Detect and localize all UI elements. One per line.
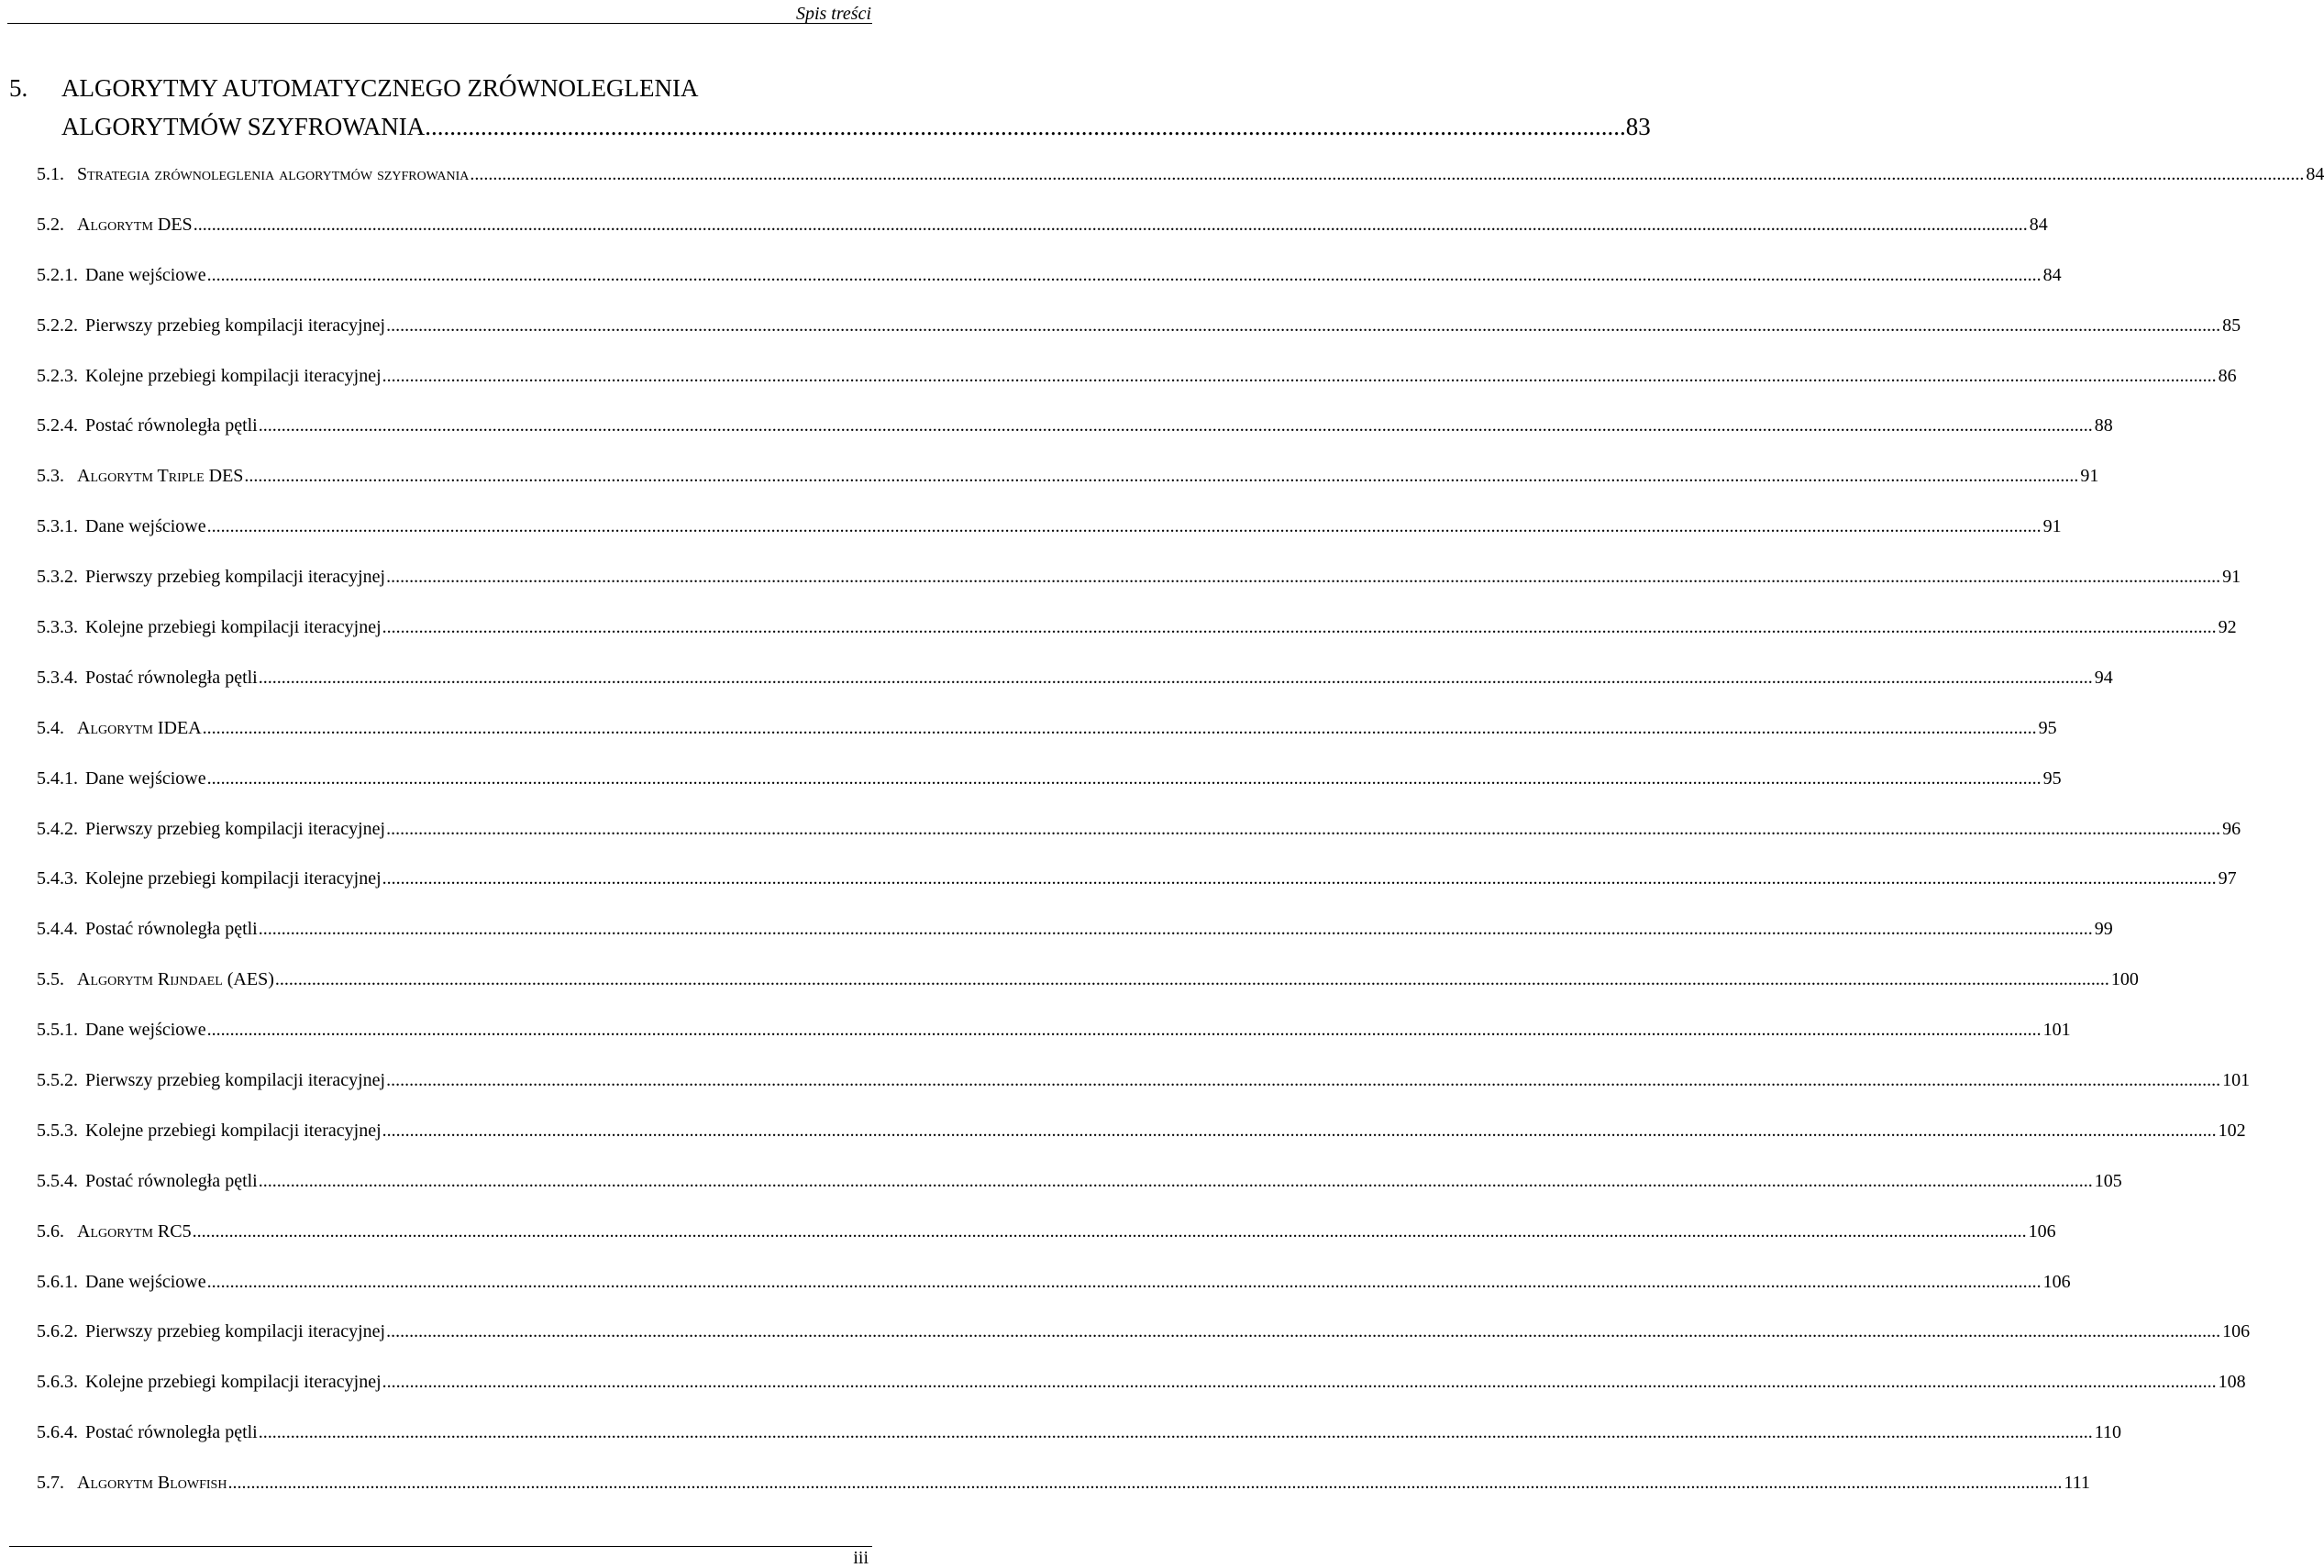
- toc-entry-page: 99: [2094, 919, 2113, 940]
- toc-entry[interactable]: [37, 513, 2062, 564]
- toc-entry-page: 106: [2222, 1321, 2251, 1342]
- dot-leader: ................................................................................................................................................................................................................................................................................................................................................................................................................: [258, 1170, 2093, 1191]
- toc-entry-title: Pierwszy przebieg kompilacji iteracyjnej: [85, 1070, 386, 1091]
- toc-entry[interactable]: [37, 1118, 2246, 1168]
- chapter-title-line2: ALGORYTMÓW SZYFROWANIA: [61, 113, 426, 140]
- toc-entry-page: 86: [2218, 365, 2237, 386]
- toc-entry-page: 110: [2094, 1422, 2121, 1443]
- dot-leader: ................................................................................................................................................................................................................................................................................................................................................................................................................: [206, 264, 2042, 285]
- toc-entry[interactable]: [37, 212, 2048, 262]
- toc-entry[interactable]: [37, 916, 2113, 966]
- toc-entry-title: Postać równoległa pętli: [85, 667, 258, 688]
- dot-leader: ................................................................................................................................................................................................................................................................................................................................................................................................................: [470, 164, 2305, 184]
- toc-entry-title: Algorytm Triple DES: [77, 466, 244, 487]
- dot-leader: ................................................................................................................................................................................................................................................................................................................................................................................................................: [206, 767, 2042, 789]
- toc-entry[interactable]: [37, 1419, 2121, 1470]
- toc-entry-title: Dane wejściowe: [85, 1271, 206, 1292]
- toc-entry[interactable]: [37, 1219, 2056, 1269]
- dot-leader: ................................................................................................................................................................................................................................................................................................................................................................................................................: [227, 1473, 2063, 1494]
- toc-entry-title: Kolejne przebiegi kompilacji iteracyjnej: [85, 1372, 382, 1393]
- toc-entry-title: Postać równoległa pętli: [85, 415, 258, 436]
- dot-leader: ................................................................................................................................................................................................................................................................................................................................................................................................................: [206, 1271, 2042, 1292]
- chapter-number: 5.: [9, 74, 28, 102]
- toc-entry[interactable]: [37, 1168, 2122, 1219]
- toc-entry-title: Postać równoległa pętli: [85, 1170, 258, 1191]
- toc-entry[interactable]: [37, 816, 2241, 867]
- chapter-page-number: 83: [1625, 113, 1651, 140]
- toc-entry-title: Algorytm DES: [77, 214, 193, 235]
- toc-entry-number: 5.4.3.: [37, 868, 78, 889]
- toc-entry-title: Dane wejściowe: [85, 767, 206, 789]
- toc-entry-number: 5.5.4.: [37, 1170, 78, 1191]
- toc-entry-number: 5.5.2.: [37, 1070, 78, 1091]
- toc-entry-title: Algorytm RC5: [77, 1220, 192, 1242]
- dot-leader: ................................................................................................................................................................................................................................................................................................................................................................................................................: [202, 717, 2037, 738]
- running-header: Spis treści: [795, 4, 871, 24]
- dot-leader: ................................................................................................................................................................................................................................................................................................................................................................................................................: [386, 818, 2221, 839]
- toc-entry-number: 5.3.2.: [37, 567, 78, 588]
- toc-entry[interactable]: [37, 866, 2237, 916]
- toc-entry-number: 5.6.4.: [37, 1422, 78, 1443]
- toc-entry-number: 5.2.4.: [37, 415, 78, 436]
- toc-entry-page: 88: [2094, 415, 2113, 436]
- toc-entry-page: 94: [2094, 667, 2113, 688]
- toc-entry-number: 5.4.4.: [37, 919, 78, 940]
- toc-entry-number: 5.4.1.: [37, 767, 78, 789]
- toc-entry-number: 5.3.3.: [37, 617, 78, 638]
- dot-leader: ................................................................................................................................................................................................................................................................................................................................................................................................................: [386, 1070, 2221, 1091]
- toc-entry-title: Kolejne przebiegi kompilacji iteracyjnej: [85, 617, 382, 638]
- toc-entry-number: 5.4.2.: [37, 818, 78, 839]
- toc-entry-title: Pierwszy przebieg kompilacji iteracyjnej: [85, 315, 386, 336]
- toc-entry[interactable]: [37, 966, 2139, 1017]
- toc-entry-page: 84: [2306, 164, 2324, 184]
- dot-leader: ................................................................................................................................................................................................................................................................................................................................................................................................................: [258, 667, 2093, 688]
- toc-entry-page: 85: [2222, 315, 2241, 336]
- toc-entry-page: 84: [2029, 214, 2048, 235]
- toc-entry-page: 97: [2218, 868, 2237, 889]
- toc-entry-title: Dane wejściowe: [85, 264, 206, 285]
- toc-entry-page: 95: [2042, 767, 2062, 789]
- toc-entry-title: Algorytm IDEA: [77, 717, 202, 738]
- dot-leader: ................................................................................................................................................................................................................................................................................................................................................................................................................: [274, 969, 2109, 990]
- toc-entry[interactable]: [37, 1017, 2071, 1067]
- toc-entry-title: Strategia zrównoleglenia algorytmów szyfrowania: [77, 164, 470, 184]
- toc-entry-title: Kolejne przebiegi kompilacji iteracyjnej: [85, 868, 382, 889]
- toc-entry-page: 91: [2042, 516, 2062, 537]
- toc-entry[interactable]: [37, 161, 2324, 212]
- toc-entry-title: Dane wejściowe: [85, 516, 206, 537]
- toc-entry-number: 5.3.4.: [37, 667, 78, 688]
- dot-leader: ................................................................................................................................................................................................................................................................................................................................................................................................................: [382, 365, 2217, 386]
- toc-entry-page: 108: [2218, 1372, 2246, 1393]
- toc-entry-page: 84: [2042, 264, 2062, 285]
- toc-entry-number: 5.6.1.: [37, 1271, 78, 1292]
- toc-entry-number: 5.6.2.: [37, 1321, 78, 1342]
- toc-entry-number: 5.2.1.: [37, 264, 78, 285]
- toc-entry-page: 101: [2222, 1070, 2251, 1091]
- toc-entry-title: Pierwszy przebieg kompilacji iteracyjnej: [85, 818, 386, 839]
- toc-entry-number: 5.7.: [37, 1473, 64, 1494]
- toc-entry-number: 5.3.1.: [37, 516, 78, 537]
- footer-page-number: iii: [853, 1548, 869, 1568]
- toc-entry[interactable]: [37, 1319, 2251, 1369]
- toc-entry[interactable]: [37, 766, 2062, 816]
- toc-entry-page: 102: [2218, 1120, 2246, 1141]
- toc-entry[interactable]: [37, 1369, 2246, 1419]
- toc-entry-title: Kolejne przebiegi kompilacji iteracyjnej: [85, 365, 382, 386]
- toc-entry-number: 5.6.3.: [37, 1372, 78, 1393]
- toc-entry-title: Algorytm Blowfish: [77, 1473, 227, 1494]
- toc-entry[interactable]: [37, 262, 2062, 313]
- toc-entry-title: Dane wejściowe: [85, 1020, 206, 1041]
- dot-leader: ................................................................................................................................................................................................................................................................................................................................................................................................................: [258, 415, 2093, 436]
- toc-entry[interactable]: [37, 313, 2241, 363]
- toc-entry-number: 5.5.3.: [37, 1120, 78, 1141]
- toc-entry-page: 105: [2094, 1170, 2122, 1191]
- dot-leader: ................................................................................................................................................................................................................................................................................................................................................................................................................: [386, 1321, 2221, 1342]
- toc-entry-number: 5.5.: [37, 969, 64, 990]
- toc-entry-number: 5.2.: [37, 214, 64, 235]
- toc-entry-page: 101: [2042, 1020, 2071, 1041]
- toc-entry[interactable]: [37, 463, 2099, 513]
- dot-leader: ................................................................................................................................................................................................................................................................................................................................................................................................................: [382, 1372, 2217, 1393]
- toc-entry-page: 95: [2038, 717, 2057, 738]
- toc-entry-page: 92: [2218, 617, 2237, 638]
- toc-entry-title: Pierwszy przebieg kompilacji iteracyjnej: [85, 567, 386, 588]
- dot-leader: ................................................................................................................................................................................................................................................................................................................................................................................................................: [192, 1220, 2027, 1242]
- toc-entry[interactable]: [37, 363, 2237, 414]
- dot-leader: ................................................................................................................................................................................................................................................................................................................................................................................................................: [206, 1020, 2042, 1041]
- footer-rule: [9, 1546, 872, 1547]
- toc-entry-number: 5.3.: [37, 466, 64, 487]
- header-rule: [7, 23, 872, 24]
- toc-entry[interactable]: [37, 1067, 2251, 1118]
- toc-entry-title: Algorytm Rijndael (AES): [77, 969, 274, 990]
- dot-leader: ................................................................................................................................................................................................................................................................................................................................................................................................................: [386, 315, 2221, 336]
- toc-entry-page: 91: [2222, 567, 2241, 588]
- toc-entry-number: 5.6.: [37, 1220, 64, 1242]
- toc-entry-number: 5.2.3.: [37, 365, 78, 386]
- chapter-title-line1: ALGORYTMY AUTOMATYCZNEGO ZRÓWNOLEGLENIA: [61, 74, 699, 102]
- toc-entry-title: Pierwszy przebieg kompilacji iteracyjnej: [85, 1321, 386, 1342]
- dot-leader: ................................................................................................................................................................................................................................................................................................................................................................................................................: [386, 567, 2221, 588]
- toc-entry-number: 5.1.: [37, 164, 64, 184]
- dot-leader: ................................................................................................................................................................................................................................................................................................................................................................................................................: [382, 1120, 2217, 1141]
- dot-leader: ................................................................................................................................................................................................................................................................................................................................................................................................................: [244, 466, 2079, 487]
- toc-entry-title: Postać równoległa pętli: [85, 919, 258, 940]
- toc-entry-page: 106: [2028, 1220, 2056, 1242]
- toc-entry-page: 106: [2042, 1271, 2071, 1292]
- dot-leader: ................................................................................................................................................................................................................................................................................................................................................................................................................: [382, 868, 2217, 889]
- toc-entry-page: 111: [2064, 1473, 2090, 1494]
- toc-entry[interactable]: [37, 564, 2241, 614]
- toc-entry-number: 5.5.1.: [37, 1020, 78, 1041]
- toc-entry[interactable]: [37, 614, 2237, 665]
- dot-leader: ................................................................................................................................................................................................................................................................................................................................................................................................................: [206, 516, 2042, 537]
- toc-entry[interactable]: [37, 1470, 2090, 1520]
- toc-entry[interactable]: [37, 715, 2057, 766]
- toc-entry-title: Postać równoległa pętli: [85, 1422, 258, 1443]
- dot-leader: ................................................................................................................................................................................................................................................................................................................................................................................................................: [382, 617, 2217, 638]
- toc-entry[interactable]: [37, 413, 2113, 463]
- toc-entry[interactable]: [37, 665, 2113, 715]
- toc-entry-page: 91: [2080, 466, 2099, 487]
- dot-leader: ................................................................................................................................................................................................................................................................................................................................................................................................................: [193, 214, 2028, 235]
- toc-entry-number: 5.2.2.: [37, 315, 78, 336]
- toc-list: [37, 161, 2324, 1520]
- dot-leader: ..................................................................................................................................................................................................: [425, 113, 1626, 140]
- toc-entry-title: Kolejne przebiegi kompilacji iteracyjnej: [85, 1120, 382, 1141]
- toc-entry-number: 5.4.: [37, 717, 64, 738]
- toc-entry-page: 96: [2222, 818, 2241, 839]
- toc-entry[interactable]: [37, 1269, 2071, 1320]
- dot-leader: ................................................................................................................................................................................................................................................................................................................................................................................................................: [258, 1422, 2093, 1443]
- dot-leader: ................................................................................................................................................................................................................................................................................................................................................................................................................: [258, 919, 2093, 940]
- toc-entry-page: 100: [2110, 969, 2139, 990]
